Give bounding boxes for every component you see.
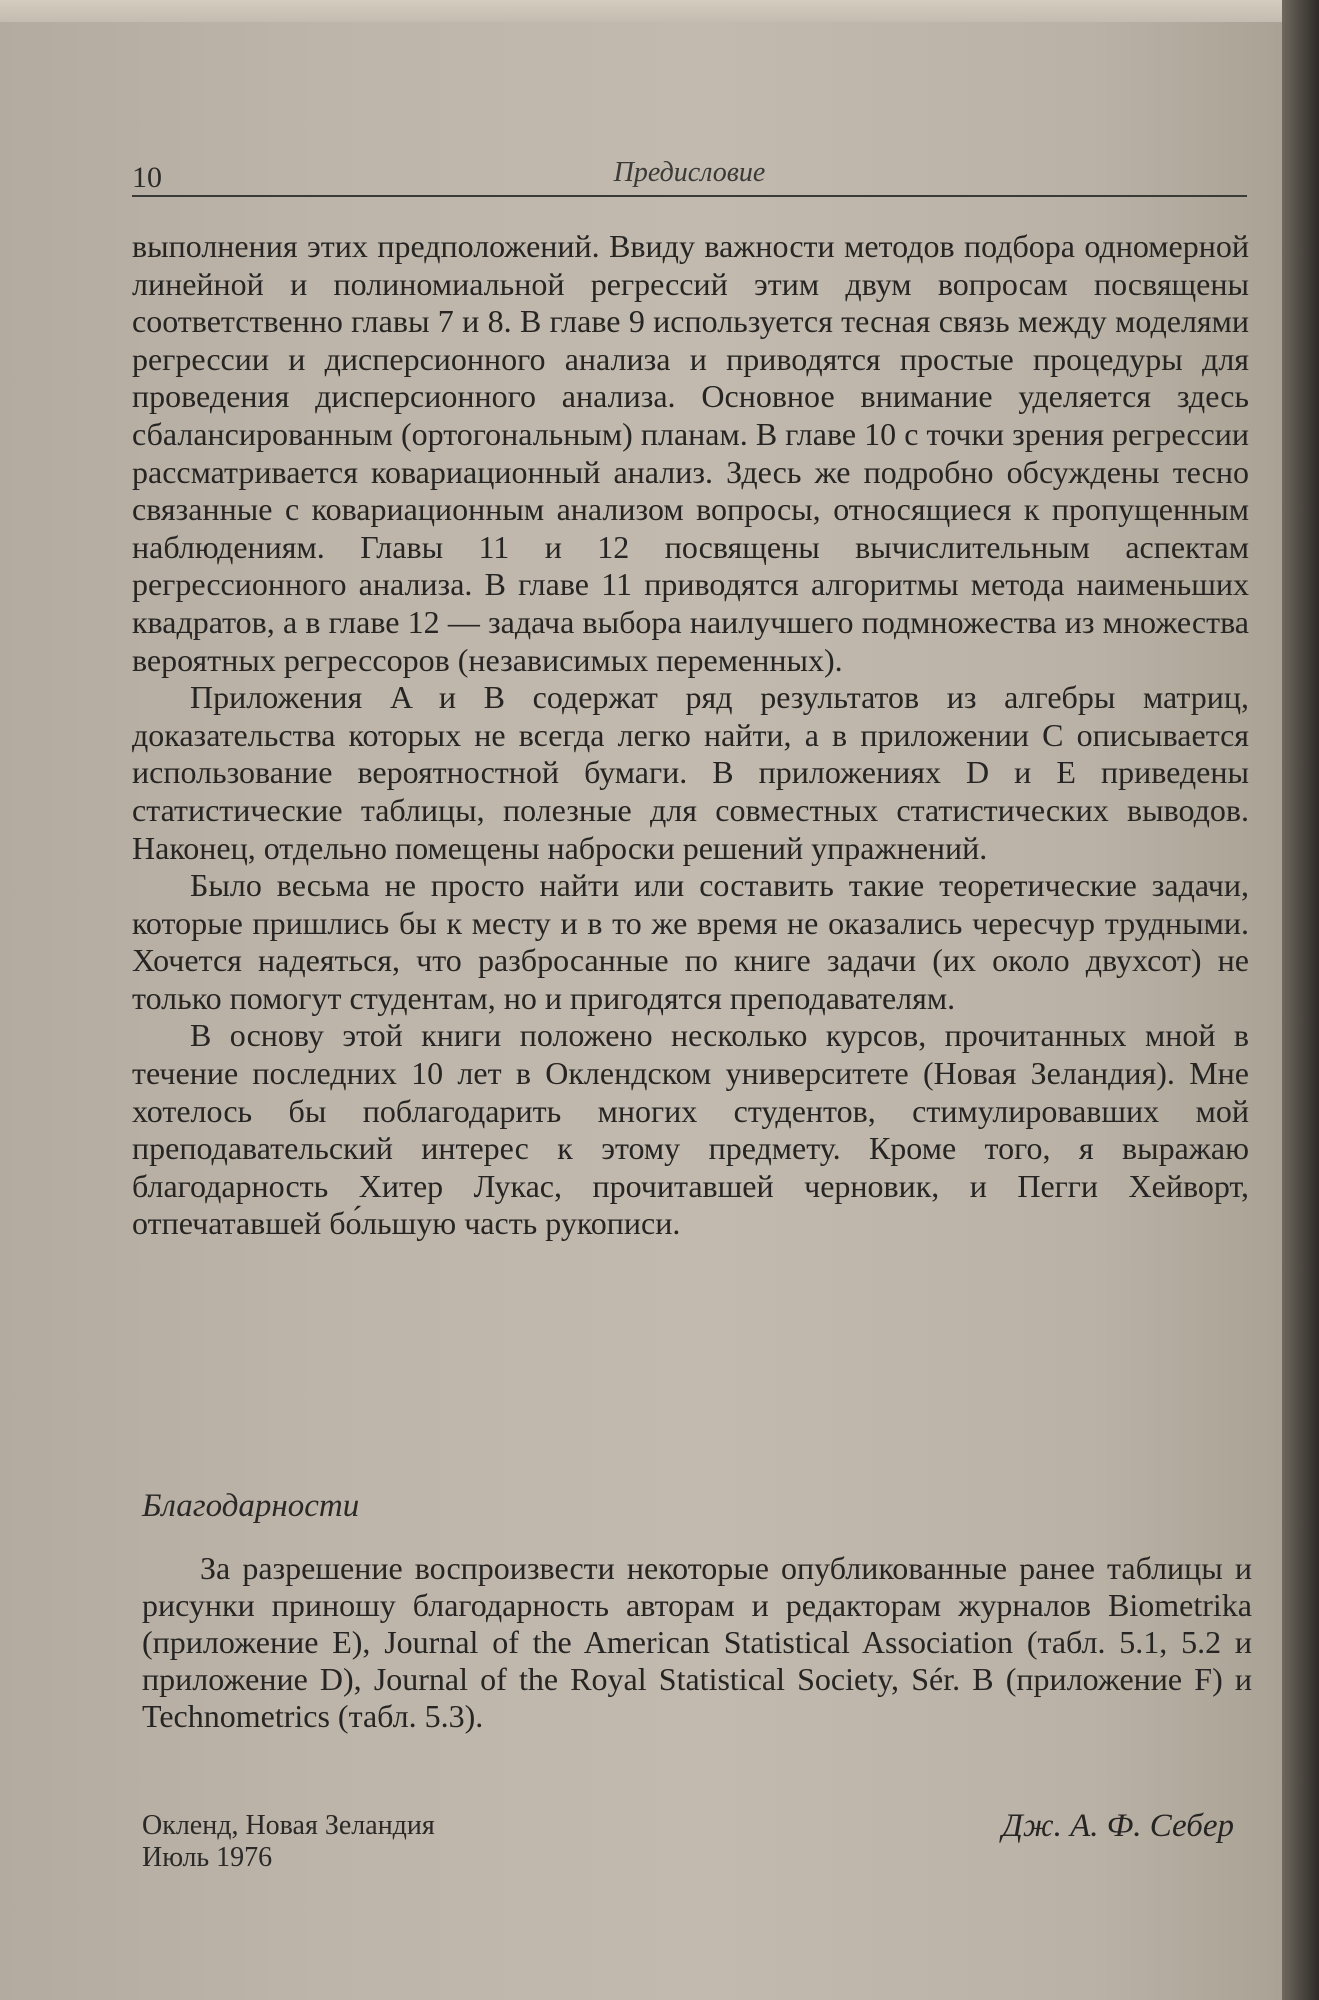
- page-edge-shadow: [1282, 0, 1319, 2000]
- signature-place-date: [142, 1810, 435, 1874]
- acknowledgements-text: За разрешение воспроизвести некоторые опубликованные ранее таблицы и рисунки приношу благодарность авторам и редакторам журналов Biometrika (приложение E), Journal of the American Statistical Association (табл. 5.1, 5.2 и приложение D), Journal of the Royal Statistical Society, Sér. B (приложение F) и Technometrics (табл. 5.3).: [142, 1550, 1252, 1734]
- page-header: [132, 155, 1247, 201]
- header-rule: [132, 195, 1247, 197]
- paragraph-appendices: Приложения A и B содержат ряд результатов из алгебры матриц, доказательства которых не всегда легко найти, а в приложении C описывается использование вероятностной бумаги. В приложениях D и E приведены статистические таблицы, полезные для совместных статистических выводов. Наконец, отдельно помещены наброски решений упражнений.: [132, 679, 1249, 866]
- paragraph-thanks: В основу этой книги положено несколько курсов, прочитанных мной в течение последних 10 лет в Оклендском университете (Новая Зеландия). Мне хотелось бы поблагодарить многих студентов, стимулировавших мой преподавательский интерес к этому предмету. Кроме того, я выражаю благодарность Хитер Лукас, прочитавшей черновик, и Пегги Хейворт, отпечатавшей бо́льшую часть рукописи.: [132, 1017, 1249, 1242]
- page-top-strip: [0, 0, 1282, 22]
- signature-place: Окленд, Новая Зеландия: [142, 1810, 435, 1841]
- acknowledgements-heading: Благодарности: [142, 1488, 360, 1524]
- paragraph-continuation: выполнения этих предположений. Ввиду важности методов подбора одномерной линейной и полиномиальной регрессий этим двум вопросам посвящены соответственно главы 7 и 8. В главе 9 используется тесная связь между моделями регрессии и дисперсионного анализа и приводятся простые процедуры для проведения дисперсионного анализа. Основное внимание уделяется здесь сбалансированным (ортогональным) планам. В главе 10 с точки зрения регрессии рассматривается ковариационный анализ. Здесь же подробно обсуждены тесно связанные с ковариационным анализом вопросы, относящиеся к пропущенным наблюдениям. Главы 11 и 12 посвящены вычислительным аспектам регрессионного анализа. В главе 11 приводятся алгоритмы метода наименьших квадратов, а в главе 12 — задача выбора наилучшего подмножества из множества вероятных регрессоров (независимых переменных).: [132, 228, 1249, 678]
- page-number: 10: [132, 161, 162, 194]
- signature-author: Дж. А. Ф. Себер: [1001, 1808, 1234, 1844]
- paragraph-exercises: Было весьма не просто найти или составить такие теоретические задачи, которые пришлись бы к месту и в то же время не оказались чересчур трудными. Хочется надеяться, что разбросанные по книге задачи (их около двухсот) не только помогут студентам, но и пригодятся преподавателям.: [132, 867, 1249, 1016]
- running-title: Предисловие: [613, 157, 766, 188]
- main-text: [132, 228, 1249, 1243]
- signature-date: Июль 1976: [142, 1842, 273, 1873]
